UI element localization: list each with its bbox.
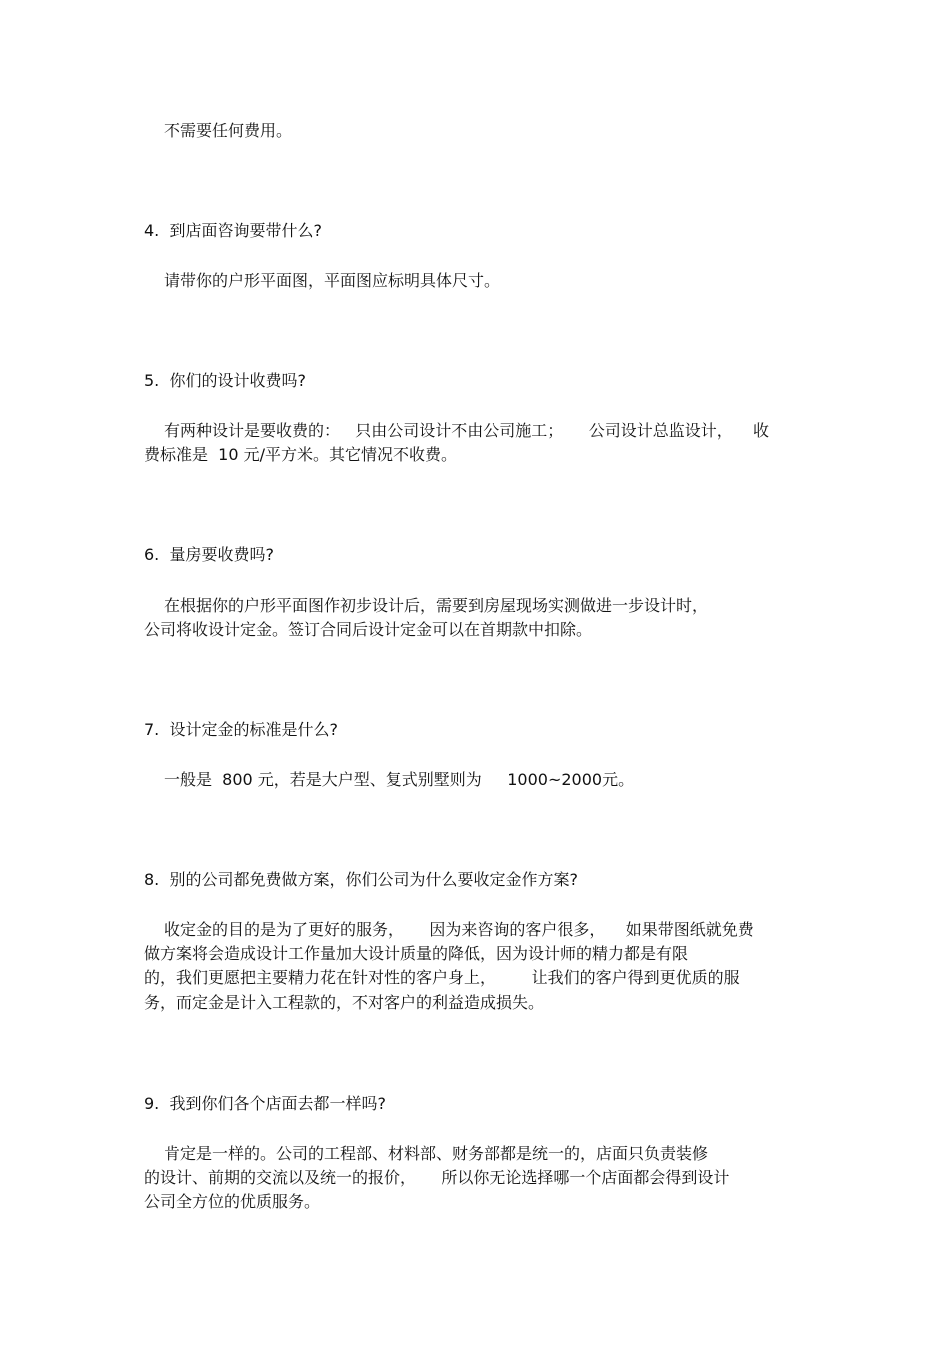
answer-8-line-2: 做方案将会造成设计工作量加大设计质量的降低，因为设计师的精力都是有限 <box>144 944 689 963</box>
question-4: 4. 到店面咨询要带什么? <box>144 221 322 240</box>
answer-4-line-1: 请带你的户形平面图，平面图应标明具体尺寸。 <box>164 271 501 290</box>
answer-9-line-2: 的设计、前期的交流以及统一的报价， 所以你无论选择哪一个店面都会得到设计 <box>144 1168 730 1187</box>
answer-6-line-1: 在根据你的户形平面图作初步设计后，需要到房屋现场实测做进一步设计时， <box>164 596 709 615</box>
question-5: 5. 你们的设计收费吗? <box>144 371 306 390</box>
answer-5-line-1: 有两种设计是要收费的： 只由公司设计不由公司施工； 公司设计总监设计， 收 <box>164 421 770 440</box>
question-7: 7. 设计定金的标准是什么? <box>144 720 338 739</box>
answer-9-line-3: 公司全方位的优质服务。 <box>144 1192 321 1211</box>
answer-7-line-1: 一般是 800 元，若是大户型、复式别墅则为 1000~2000元。 <box>164 770 635 789</box>
answer-9-line-1: 肯定是一样的。公司的工程部、材料部、财务部都是统一的，店面只负责装修 <box>164 1144 709 1163</box>
question-8: 8. 别的公司都免费做方案，你们公司为什么要收定金作方案? <box>144 870 578 889</box>
answer-8-line-1: 收定金的目的是为了更好的服务， 因为来咨询的客户很多， 如果带图纸就免费 <box>164 920 754 939</box>
question-6: 6. 量房要收费吗? <box>144 545 274 564</box>
question-9: 9. 我到你们各个店面去都一样吗? <box>144 1094 386 1113</box>
answer-8-line-4: 务，而定金是计入工程款的，不对客户的利益造成损失。 <box>144 993 545 1012</box>
answer-3-line-1: 不需要任何费用。 <box>164 121 293 140</box>
answer-8-line-3: 的，我们更愿把主要精力花在针对性的客户身上， 让我们的客户得到更优质的服 <box>144 968 740 987</box>
answer-5-line-2: 费标准是 10 元/平方米。其它情况不收费。 <box>144 445 458 464</box>
answer-6-line-2: 公司将收设计定金。签订合同后设计定金可以在首期款中扣除。 <box>144 620 593 639</box>
